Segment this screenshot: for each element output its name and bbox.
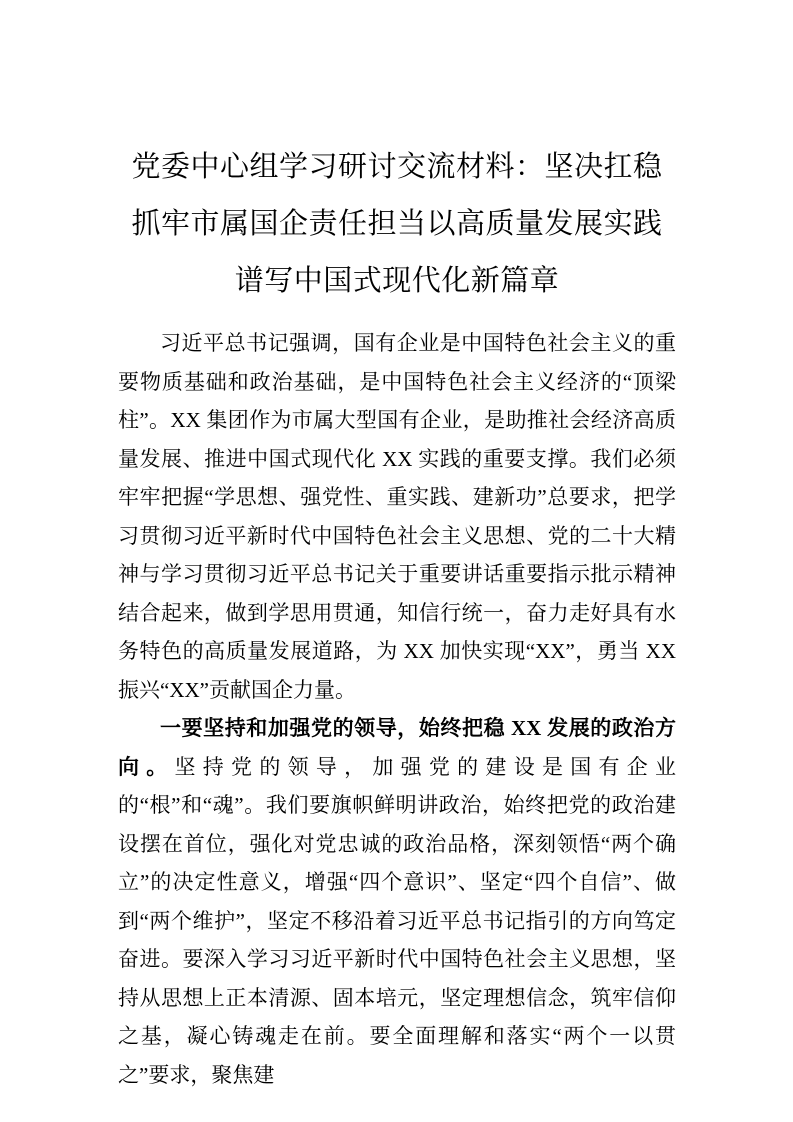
paragraph-intro — [118, 324, 676, 709]
paragraph-point-one-text: 坚持党的领导，加强党的建设是国有企业的“根”和“魂”。我们要旗帜鲜明讲政治，始终把党的政治建设摆在首位，强化对党忠诚的政治品格，深刻领悟“两个确立”的决定性意义，增强“四个意识”、坚定“四个自信”、做到“两个维护”，坚定不移沿着习近平总书记指引的方向笃定奋进。要深入学习习近平新时代中国特色社会主义思想，坚持从思想上正本清源、固本培元，坚定理想信念，筑牢信仰之基，凝心铸魂走在前。要全面理解和落实“两个一以贯之”要求，聚焦建 — [118, 754, 677, 1087]
paragraph-point-one-lead: 一要坚持和加强党的领导，始终把稳 XX 发展的政治方向。 — [118, 716, 676, 779]
paragraph-intro-text: 习近平总书记强调，国有企业是中国特色社会主义的重要物质基础和政治基础，是中国特色社会主义经济的“顶梁柱”。XX 集团作为市属大型国有企业，是助推社会经济高质量发展、推进中国式现代化 XX 实践的重要支撑。我们必须牢牢把握“学思想、强党性、重实践、建新功”总要求，把学习贯彻习近平新时代中国特色社会主义思想、党的二十大精神与学习贯彻习近平总书记关于重要讲话重要指示批示精神结合起来，做到学思用贯通，知信行统一，奋力走好具有水务特色的高质量发展道路，为 XX 加快实现“XX”，勇当 XX 振兴“XX”贡献国企力量。 — [118, 331, 676, 702]
document-body — [118, 324, 676, 1094]
document-title: 党委中心组学习研讨交流材料：坚决扛稳抓牢市属国企责任担当以高质量发展实践谱写中国式现代化新篇章 — [131, 151, 663, 297]
paragraph-point-one — [118, 709, 676, 1094]
